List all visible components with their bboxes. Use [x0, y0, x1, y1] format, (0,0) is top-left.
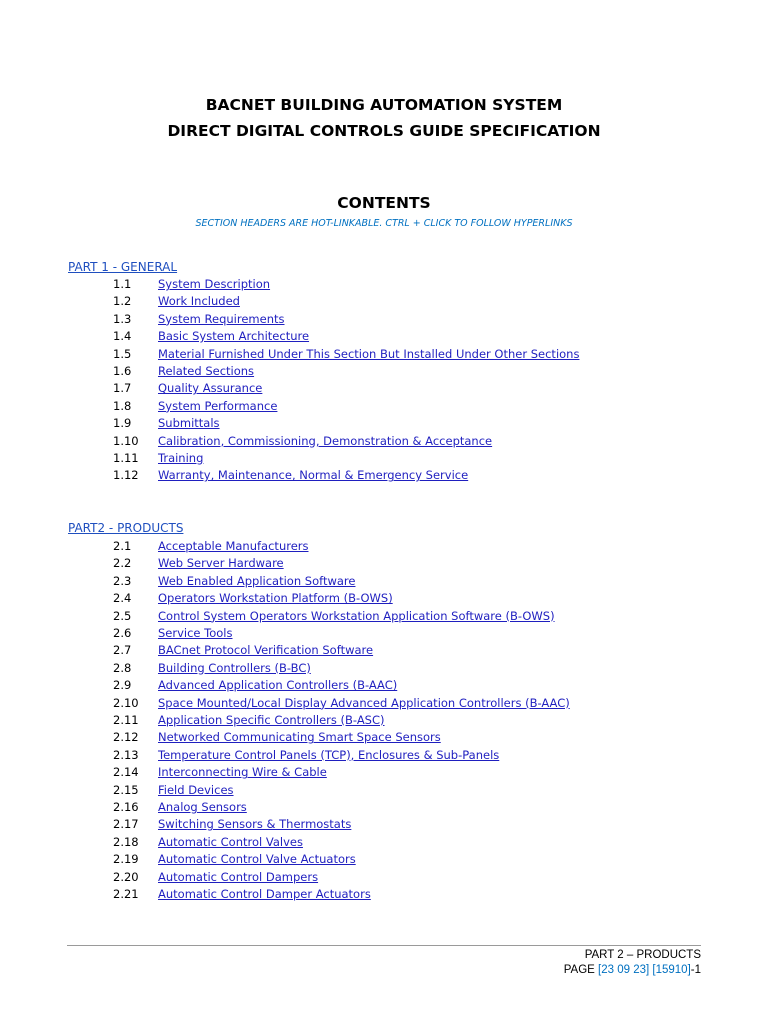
toc-entry-number: 2.13 — [113, 747, 139, 762]
toc-entry — [0, 712, 768, 729]
toc-entry-number: 2.5 — [113, 608, 132, 623]
toc-entry-number: 2.12 — [113, 730, 139, 745]
toc-entry-number: 1.8 — [113, 398, 132, 413]
part-2-header-link[interactable]: PART2 - PRODUCTS — [68, 521, 184, 535]
toc-entry-link[interactable]: Web Server Hardware — [158, 556, 284, 571]
toc-entry — [0, 782, 768, 799]
toc-entry-link[interactable]: Advanced Application Controllers (B-AAC) — [158, 678, 398, 693]
part-1-header-link[interactable]: PART 1 - GENERAL — [68, 260, 178, 274]
toc-entry-link[interactable]: Service Tools — [158, 626, 233, 640]
toc-entry — [0, 799, 768, 816]
toc-entry — [0, 764, 768, 781]
toc-entry — [0, 363, 768, 380]
toc-entry — [0, 311, 768, 328]
toc-entry-link[interactable]: Material Furnished Under This Section But Installed Under Other Sections — [158, 346, 580, 361]
toc-entry-link[interactable]: Temperature Control Panels (TCP), Enclosures & Sub-Panels — [158, 747, 500, 762]
toc-entry — [0, 450, 768, 467]
toc-entry-number: 2.17 — [113, 817, 139, 832]
toc-entry-link[interactable]: System Requirements — [158, 311, 285, 326]
toc-entry-number: 2.16 — [113, 800, 139, 814]
hyperlink-note: SECTION HEADERS ARE HOT-LINKABLE. CTRL + CLICK TO FOLLOW HYPERLINKS — [195, 218, 573, 229]
toc-entry-number: 2.20 — [113, 869, 139, 884]
toc-entry-number: 2.1 — [113, 539, 132, 553]
toc-entry-link[interactable]: Automatic Control Valve Actuators — [158, 852, 356, 867]
toc-entry — [0, 573, 768, 590]
toc-entry-link[interactable]: Calibration, Commissioning, Demonstration & Acceptance — [158, 433, 493, 448]
toc-entry-link[interactable]: Automatic Control Valves — [158, 834, 303, 849]
toc-entry — [0, 886, 768, 903]
toc-entry-number: 2.2 — [113, 556, 132, 571]
toc-entry-number: 2.14 — [113, 765, 139, 780]
toc-entry-number: 1.6 — [113, 364, 132, 378]
toc-entry — [0, 869, 768, 886]
toc-entry-link[interactable]: System Performance — [158, 398, 278, 413]
toc-entry-link[interactable]: Analog Sensors — [158, 800, 247, 814]
toc-entry-number: 2.8 — [113, 660, 132, 675]
toc-entry-link[interactable]: Control System Operators Workstation Application Software (B-OWS) — [158, 608, 555, 623]
toc-entry-link[interactable]: Interconnecting Wire & Cable — [158, 765, 327, 780]
toc-entry — [0, 433, 768, 450]
toc-entry-number: 2.10 — [113, 695, 139, 710]
toc-entry — [0, 660, 768, 677]
toc-entry — [0, 677, 768, 694]
toc-entry-link[interactable]: Space Mounted/Local Display Advanced Application Controllers (B-AAC) — [158, 695, 570, 710]
toc-entry-number: 2.6 — [113, 626, 132, 640]
toc-entry-number: 2.3 — [113, 573, 132, 588]
contents-heading: CONTENTS — [337, 194, 431, 212]
document-title-line-1: BACNET BUILDING AUTOMATION SYSTEM — [205, 96, 563, 114]
toc-entry-link[interactable]: Automatic Control Dampers — [158, 869, 319, 884]
toc-entry-link[interactable]: Basic System Architecture — [158, 329, 310, 344]
toc-entry-link[interactable]: Operators Workstation Platform (B-OWS) — [158, 591, 393, 606]
footer-page-prefix: PAGE — [563, 964, 599, 976]
toc-entry-link[interactable]: BACnet Protocol Verification Software — [158, 643, 374, 658]
toc-entry-number: 1.3 — [113, 311, 132, 326]
toc-entry — [0, 555, 768, 572]
toc-entry — [0, 851, 768, 868]
toc-entry-link[interactable]: Application Specific Controllers (B-ASC) — [158, 713, 385, 727]
toc-entry-number: 1.11 — [113, 451, 139, 465]
toc-entry-number: 2.9 — [113, 678, 132, 693]
toc-entry-number: 1.5 — [113, 346, 132, 361]
footer-page-number — [564, 963, 701, 977]
toc-entry-number: 2.7 — [113, 643, 132, 658]
toc-entry-number: 1.10 — [113, 433, 139, 448]
toc-entry — [0, 538, 768, 555]
toc-entry-link[interactable]: Switching Sensors & Thermostats — [158, 817, 352, 832]
toc-entry-number: 1.12 — [113, 468, 139, 483]
toc-entry-link[interactable]: Related Sections — [158, 364, 255, 378]
toc-entry — [0, 346, 768, 363]
toc-entry-link[interactable]: Field Devices — [158, 782, 234, 797]
toc-entry — [0, 293, 768, 310]
footer-section-label: PART 2 – PRODUCTS — [584, 949, 701, 961]
toc-entry-number: 1.2 — [113, 294, 132, 309]
toc-entry — [0, 590, 768, 607]
toc-entry-link[interactable]: Building Controllers (B-BC) — [158, 660, 311, 675]
toc-entry-link[interactable]: Networked Communicating Smart Space Sensors — [158, 730, 441, 745]
toc-entry — [0, 276, 768, 293]
toc-entry-link[interactable]: Warranty, Maintenance, Normal & Emergency Service — [158, 468, 469, 483]
toc-entry-number: 1.9 — [113, 416, 132, 431]
footer-page-code-2: [15910] — [652, 964, 691, 976]
footer-divider — [67, 945, 701, 946]
toc-entry-number: 1.1 — [113, 277, 132, 291]
toc-entry-link[interactable]: Work Included — [158, 294, 240, 309]
toc-entry-number: 1.4 — [113, 329, 132, 344]
toc-entry — [0, 747, 768, 764]
footer-page-code-1: [23 09 23] — [598, 964, 650, 976]
toc-entry — [0, 834, 768, 851]
toc-entry — [0, 695, 768, 712]
toc-entry-number: 1.7 — [113, 381, 132, 396]
toc-entry — [0, 816, 768, 833]
toc-entry — [0, 642, 768, 659]
toc-entry — [0, 398, 768, 415]
toc-entry-link[interactable]: Acceptable Manufacturers — [158, 539, 309, 553]
document-title-line-2: DIRECT DIGITAL CONTROLS GUIDE SPECIFICATION — [167, 122, 601, 140]
toc-entry-number: 2.19 — [113, 852, 139, 867]
toc-entry-number: 2.21 — [113, 887, 139, 901]
toc-entry-link[interactable]: Training — [158, 451, 204, 465]
toc-entry-number: 2.4 — [113, 591, 132, 606]
toc-entry — [0, 625, 768, 642]
toc-entry — [0, 608, 768, 625]
toc-entry-link[interactable]: Automatic Control Damper Actuators — [158, 887, 371, 901]
toc-entry-number: 2.18 — [113, 834, 139, 849]
toc-entry — [0, 415, 768, 432]
toc-entry-number: 2.15 — [113, 782, 139, 797]
toc-entry-number: 2.11 — [113, 713, 139, 727]
toc-entry-link[interactable]: Submittals — [158, 416, 220, 431]
toc-entry — [0, 467, 768, 484]
toc-entry — [0, 328, 768, 345]
toc-entry-link[interactable]: Web Enabled Application Software — [158, 573, 356, 588]
toc-entry-link[interactable]: System Description — [158, 277, 271, 291]
toc-entry-link[interactable]: Quality Assurance — [158, 381, 263, 396]
toc-entry — [0, 729, 768, 746]
footer-page-suffix: -1 — [690, 964, 701, 976]
toc-entry — [0, 380, 768, 397]
